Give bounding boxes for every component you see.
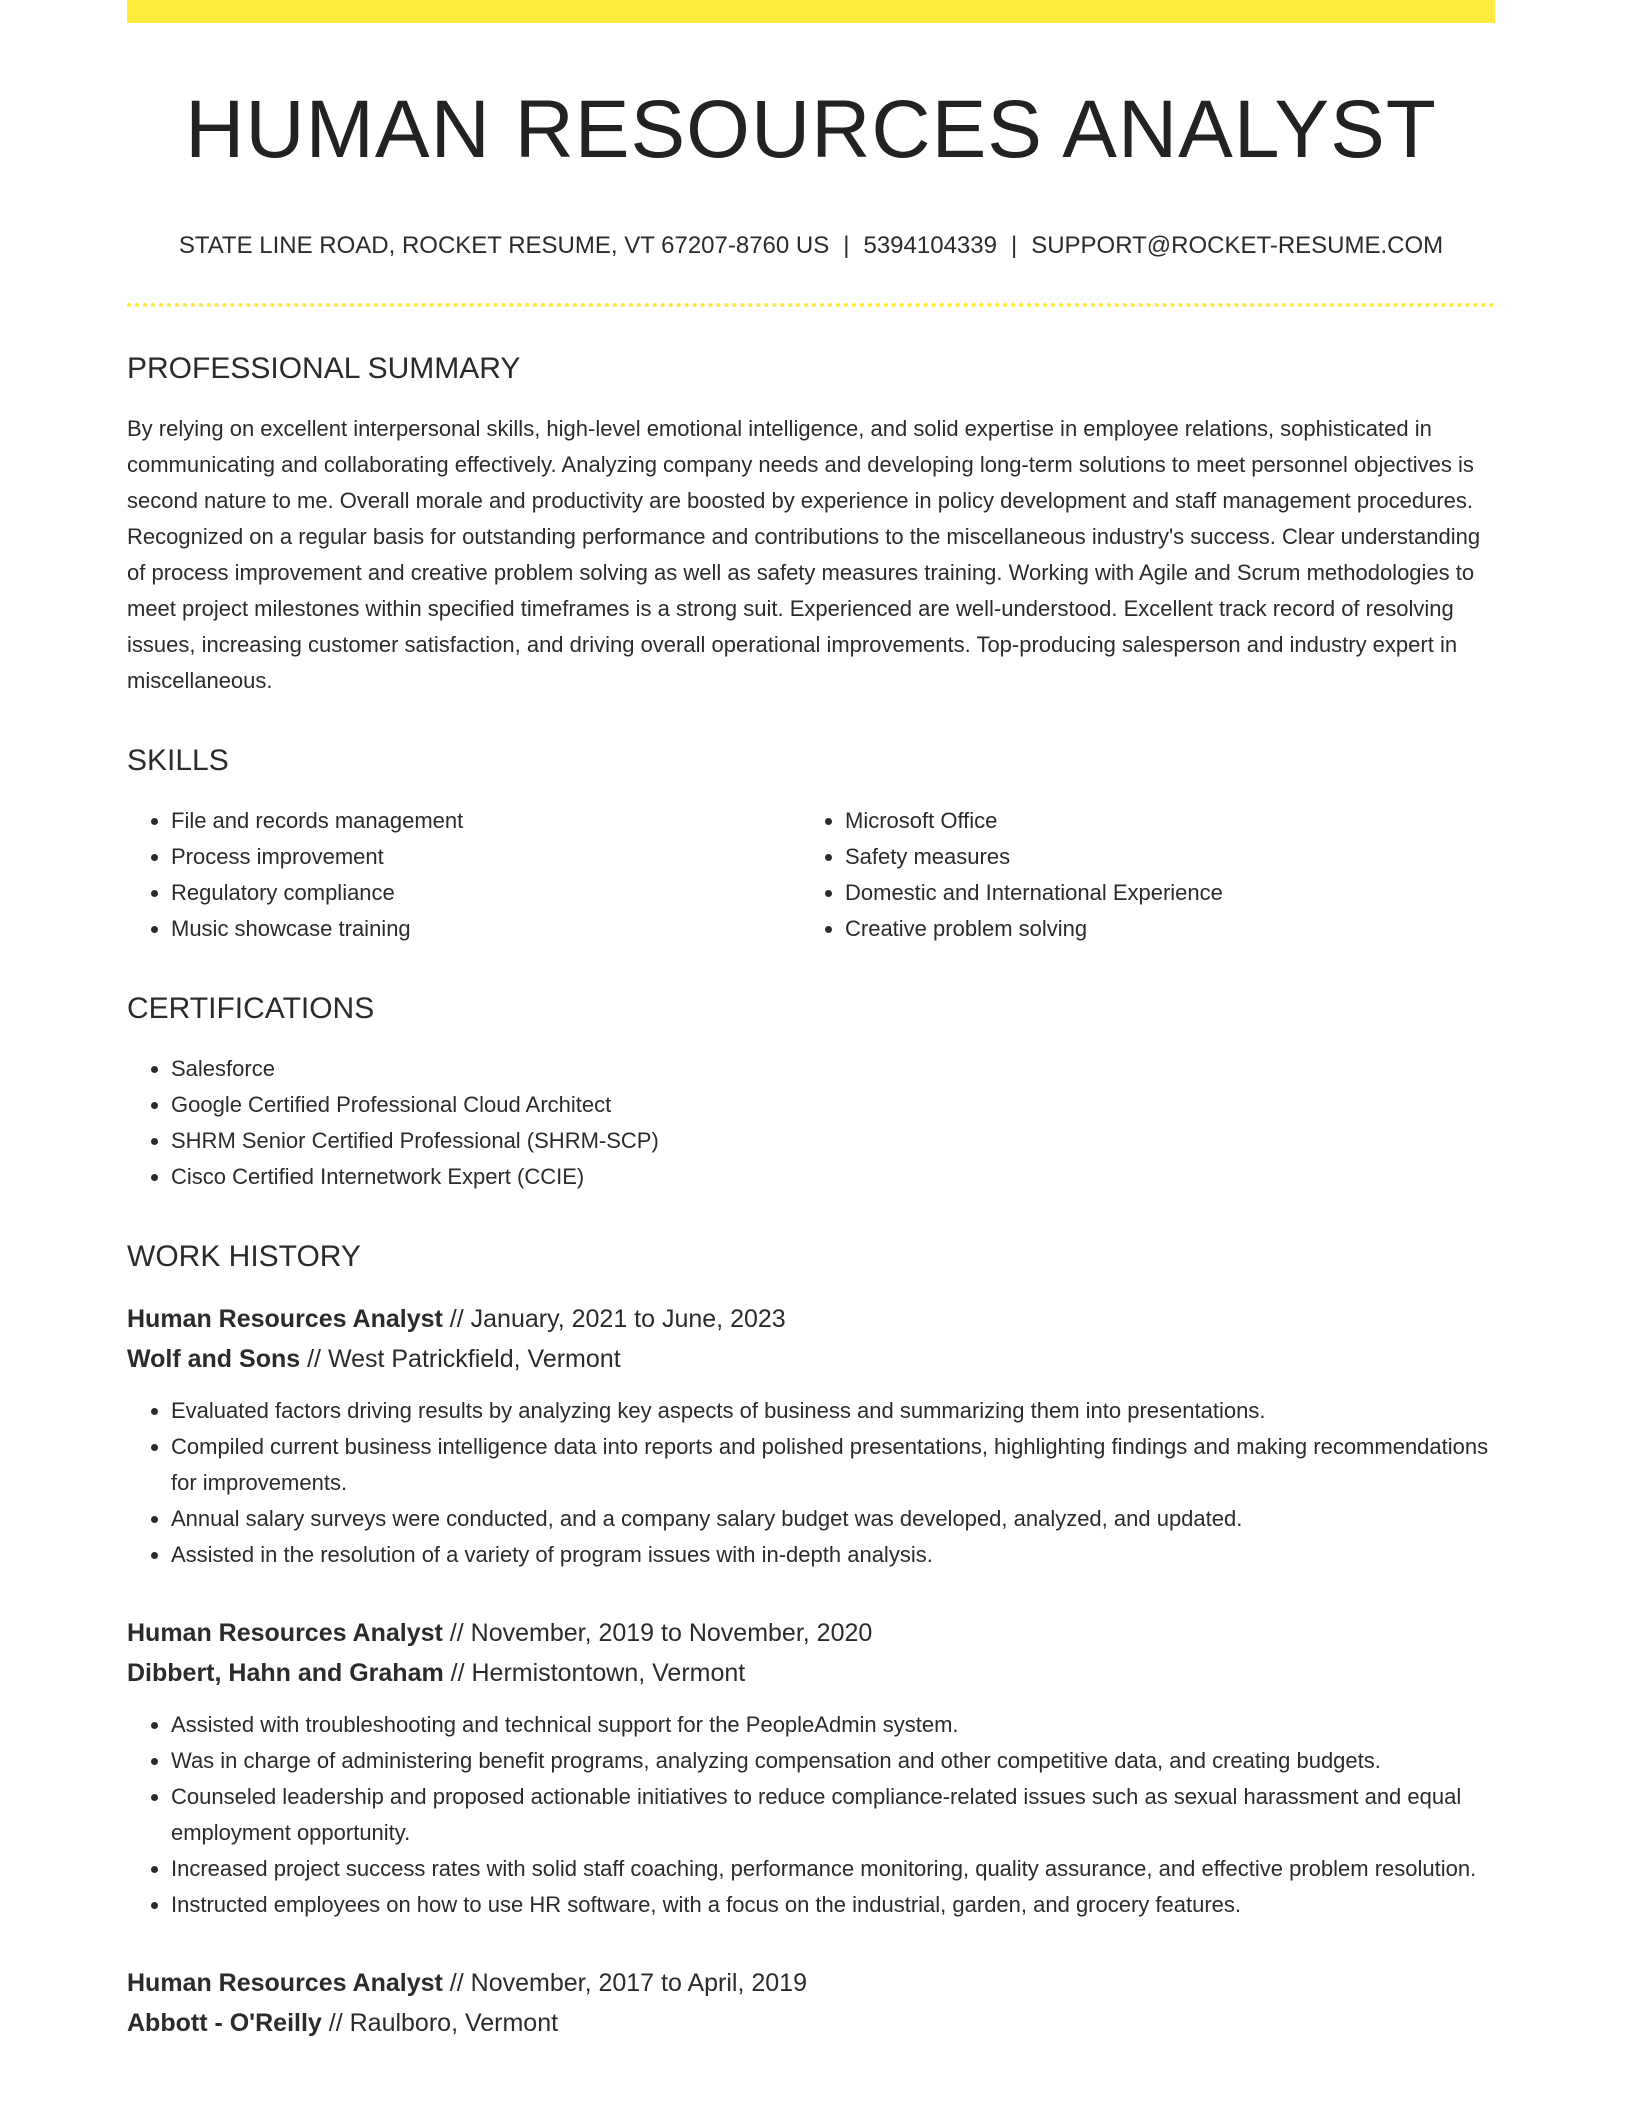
dotted-divider bbox=[127, 303, 1495, 307]
certification-item: • SHRM Senior Certified Professional (SHRM-SCP) bbox=[171, 1123, 1495, 1159]
contact-separator: | bbox=[1010, 232, 1018, 259]
job-entry bbox=[127, 1963, 1495, 2043]
skill-item: • File and records management bbox=[171, 803, 801, 839]
job-bullet: • Assisted in the resolution of a variety of program issues with in-depth analysis. bbox=[171, 1537, 1495, 1573]
job-company-line bbox=[127, 2003, 1495, 2043]
summary-text: By relying on excellent interpersonal skills, high-level emotional intelligence, and solid expertise in employee relations, sophisticated in communicating and collaborating effectively. Analyzing company needs and developing long-term solutions to meet personnel objectives is second nature to me. Overall morale and productivity are boosted by experience in policy development and staff management procedures. Recognized on a regular basis for outstanding performance and contributions to the miscellaneous industry's success. Clear understanding of process improvement and creative problem solving as well as safety measures training. Working with Agile and Scrum methodologies to meet project milestones within specified timeframes is a strong suit. Experienced are well-understood. Excellent track record of resolving issues, increasing customer satisfaction, and driving overall operational improvements. Top-producing salesperson and industry expert in miscellaneous. bbox=[127, 416, 1481, 693]
phone: 5394104339 bbox=[863, 232, 997, 259]
job-company-line bbox=[127, 1339, 1495, 1379]
job-title-line bbox=[127, 1963, 1495, 2003]
skills-column-left bbox=[127, 803, 801, 947]
certification-item: • Cisco Certified Internetwork Expert (CCIE) bbox=[171, 1159, 1495, 1195]
job-title: Human Resources Analyst bbox=[127, 1619, 443, 1647]
certifications-list bbox=[127, 1051, 1495, 1195]
job-dates: // November, 2017 to April, 2019 bbox=[442, 1969, 807, 1997]
resume-page bbox=[127, 0, 1495, 2043]
job-company: Dibbert, Hahn and Graham bbox=[127, 1659, 444, 1687]
job-bullets bbox=[127, 1393, 1495, 1573]
job-bullets bbox=[127, 1707, 1495, 1923]
job-dates: // November, 2019 to November, 2020 bbox=[442, 1619, 873, 1647]
top-accent-bar bbox=[127, 0, 1495, 23]
job-title: Human Resources Analyst bbox=[127, 1969, 443, 1997]
work-history-heading: WORK HISTORY bbox=[127, 1240, 361, 1273]
job-bullet: • Increased project success rates with solid staff coaching, performance monitoring, quality assurance, and effective problem resolution. bbox=[171, 1851, 1495, 1887]
skill-item: • Process improvement bbox=[171, 839, 801, 875]
job-bullet: • Evaluated factors driving results by analyzing key aspects of business and summarizing them into presentations. bbox=[171, 1393, 1495, 1429]
skills-column-right bbox=[801, 803, 1475, 947]
job-dates: // January, 2021 to June, 2023 bbox=[442, 1305, 786, 1333]
job-entry bbox=[127, 1613, 1495, 1923]
job-location: // Raulboro, Vermont bbox=[321, 2009, 559, 2037]
job-bullet: • Instructed employees on how to use HR software, with a focus on the industrial, garden, and grocery features. bbox=[171, 1887, 1495, 1923]
job-location: // West Patrickfield, Vermont bbox=[300, 1345, 621, 1373]
resume-title: HUMAN RESOURCES ANALYST bbox=[185, 84, 1437, 175]
skill-item: • Creative problem solving bbox=[845, 911, 1475, 947]
job-bullet: • Annual salary surveys were conducted, and a company salary budget was developed, analyzed, and updated. bbox=[171, 1501, 1495, 1537]
email-link[interactable]: SUPPORT@ROCKET-RESUME.COM bbox=[1031, 232, 1444, 259]
certification-item: • Salesforce bbox=[171, 1051, 1495, 1087]
job-company: Wolf and Sons bbox=[127, 1345, 301, 1373]
certification-item: • Google Certified Professional Cloud Architect bbox=[171, 1087, 1495, 1123]
job-entry bbox=[127, 1299, 1495, 1573]
skills-grid bbox=[127, 803, 1495, 947]
address: STATE LINE ROAD, ROCKET RESUME, VT 67207-8760 US bbox=[178, 232, 830, 259]
skill-item: • Microsoft Office bbox=[845, 803, 1475, 839]
job-company: Abbott - O'Reilly bbox=[127, 2009, 322, 2037]
job-company-line bbox=[127, 1653, 1495, 1693]
job-title: Human Resources Analyst bbox=[127, 1305, 443, 1333]
job-bullet: • Counseled leadership and proposed actionable initiatives to reduce compliance-related issues such as sexual harassment and equal employment opportunity. bbox=[171, 1779, 1495, 1851]
contact-line bbox=[127, 231, 1495, 261]
job-bullet: • Compiled current business intelligence data into reports and polished presentations, highlighting findings and making recommendations for improvements. bbox=[171, 1429, 1495, 1501]
summary-heading: PROFESSIONAL SUMMARY bbox=[127, 352, 521, 385]
certifications-heading: CERTIFICATIONS bbox=[127, 992, 375, 1025]
skill-item: • Domestic and International Experience bbox=[845, 875, 1475, 911]
skill-item: • Safety measures bbox=[845, 839, 1475, 875]
skills-heading: SKILLS bbox=[127, 744, 229, 777]
job-bullet: • Assisted with troubleshooting and technical support for the PeopleAdmin system. bbox=[171, 1707, 1495, 1743]
job-location: // Hermistontown, Vermont bbox=[443, 1659, 746, 1687]
skill-item: • Music showcase training bbox=[171, 911, 801, 947]
job-title-line bbox=[127, 1613, 1495, 1653]
skill-item: • Regulatory compliance bbox=[171, 875, 801, 911]
job-title-line bbox=[127, 1299, 1495, 1339]
contact-separator: | bbox=[843, 232, 850, 259]
job-bullet: • Was in charge of administering benefit programs, analyzing compensation and other competitive data, and creating budgets. bbox=[171, 1743, 1495, 1779]
